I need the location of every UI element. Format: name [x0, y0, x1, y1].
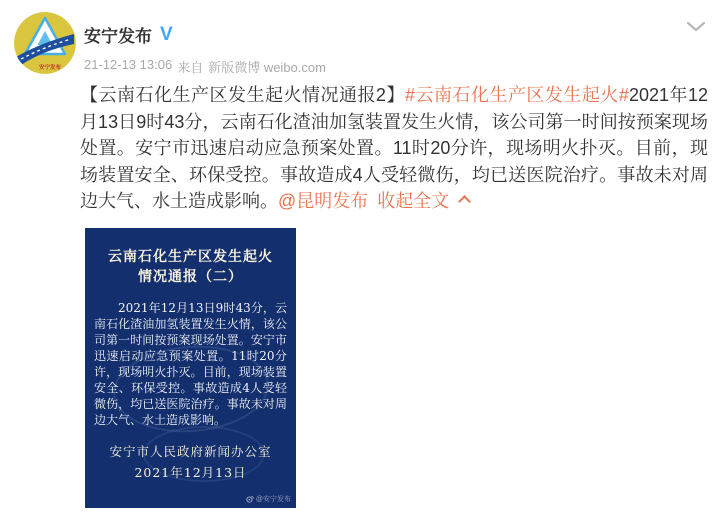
source-link[interactable]: 新版微博 weibo.com	[208, 60, 326, 75]
collapse-full-text-link[interactable]: 收起全文	[377, 191, 450, 211]
notice-title-line1: 云南石化生产区发生起火	[108, 249, 273, 265]
verified-badge-icon: V	[160, 24, 173, 45]
post-text	[80, 82, 708, 215]
card-watermark-text: @安宁发布	[255, 496, 291, 503]
timestamp-link[interactable]: 21-12-13 13:06	[84, 57, 173, 72]
notice-title	[85, 247, 296, 287]
notice-signature: 安宁市人民政府新闻办公室	[109, 444, 272, 459]
collapse-caret-icon[interactable]	[458, 195, 471, 208]
anning-fabu-logo-icon	[14, 12, 76, 74]
username[interactable]: 安宁发布	[84, 27, 152, 46]
avatar-caption: 安宁发布	[38, 65, 62, 71]
avatar[interactable]	[14, 12, 76, 74]
post-menu-button[interactable]	[686, 20, 708, 34]
name-row	[84, 22, 173, 47]
notice-title-line2: 情况通报（二）	[138, 269, 243, 285]
source-prefix: 来自	[177, 60, 204, 75]
chevron-down-icon	[686, 21, 706, 33]
post-body: 2021年12月13日9时43分，云南石化渣油加氢装置发生火情，该公司第一时间按预案现场处置。安宁市迅速启动应急预案处置。11时20分许，现场明火扑灭。目前，现场装置安全、环保受控。事故造成4人受轻微伤，均已送医院治疗。事故未对周边大气、水土造成影响。	[80, 85, 708, 211]
post-title: 【云南石化生产区发生起火情况通报2】	[80, 85, 405, 105]
mention-link[interactable]: @昆明发布	[278, 191, 369, 211]
notice-image[interactable]	[85, 228, 296, 508]
card-watermark	[246, 494, 291, 504]
post-meta	[84, 57, 326, 76]
notice-date: 2021年12月13日	[134, 465, 247, 480]
hashtag-link[interactable]: #云南石化生产区发生起火#	[404, 85, 629, 105]
weibo-logo-icon	[246, 495, 254, 503]
seal-watermark-small	[143, 426, 265, 482]
notice-body: 2021年12月13日9时43分，云南石化渣油加氢装置发生火情，该公司第一时间按预案现场处置。安宁市迅速启动应急预案处置。11时20分许，现场明火扑灭。目前，现场装置安全、环保受控。事故造成4人受轻微伤，均已送医院治疗。事故未对周边大气、水土造成影响。	[94, 301, 287, 427]
